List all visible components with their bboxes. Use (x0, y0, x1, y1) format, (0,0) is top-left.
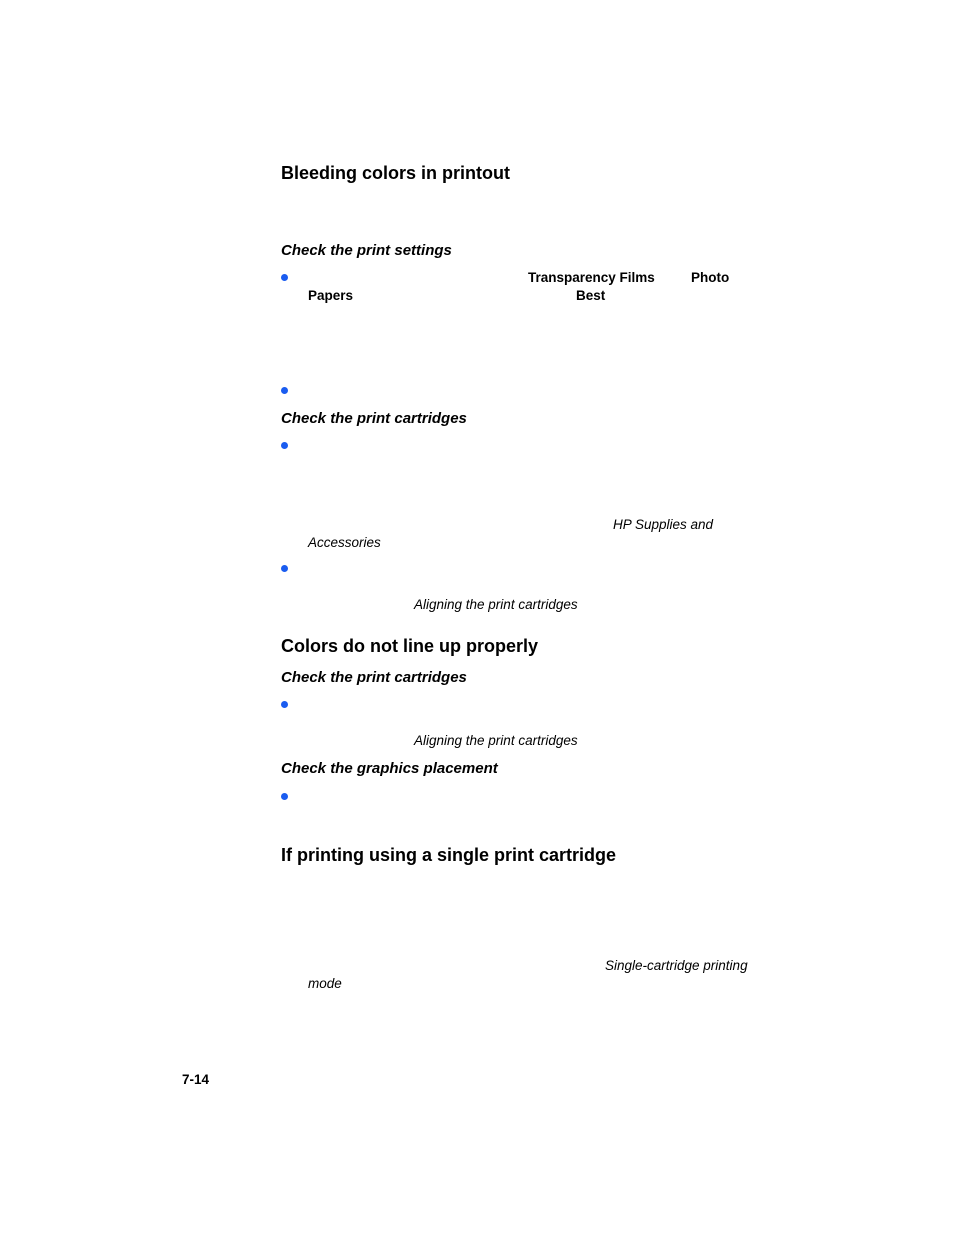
term-best: Best (576, 288, 606, 303)
subheading-check-print-cartridges: Check the print cartridges (281, 669, 467, 686)
heading-single-cartridge: If printing using a single print cartridge (281, 845, 617, 865)
heading-bleeding-colors: Bleeding colors in printout (281, 163, 510, 183)
link-aligning-cartridges[interactable]: Aligning the print cartridges (414, 733, 578, 748)
bullet-icon (281, 442, 288, 449)
term-photo: Photo (691, 270, 730, 285)
link-aligning-cartridges[interactable]: Aligning the print cartridges (414, 597, 578, 612)
subheading-check-graphics-placement: Check the graphics placement (281, 760, 498, 777)
term-papers: Papers (308, 288, 354, 303)
page-number: 7-14 (182, 1072, 210, 1087)
heading-colors-line-up: Colors do not line up properly (281, 636, 539, 656)
subheading-check-print-cartridges: Check the print cartridges (281, 410, 467, 427)
link-hp-supplies[interactable]: HP Supplies and (613, 517, 714, 532)
subheading-check-print-settings: Check the print settings (281, 242, 452, 259)
bullet-icon (281, 387, 288, 394)
link-accessories[interactable]: Accessories (308, 535, 381, 550)
bullet-icon (281, 793, 288, 800)
link-single-cartridge-mode[interactable]: Single-cartridge printing (605, 958, 748, 973)
term-transparency-films: Transparency Films (528, 270, 655, 285)
bullet-icon (281, 701, 288, 708)
bullet-icon (281, 565, 288, 572)
bullet-icon (281, 274, 288, 281)
link-single-cartridge-mode-cont[interactable]: mode (308, 976, 342, 991)
